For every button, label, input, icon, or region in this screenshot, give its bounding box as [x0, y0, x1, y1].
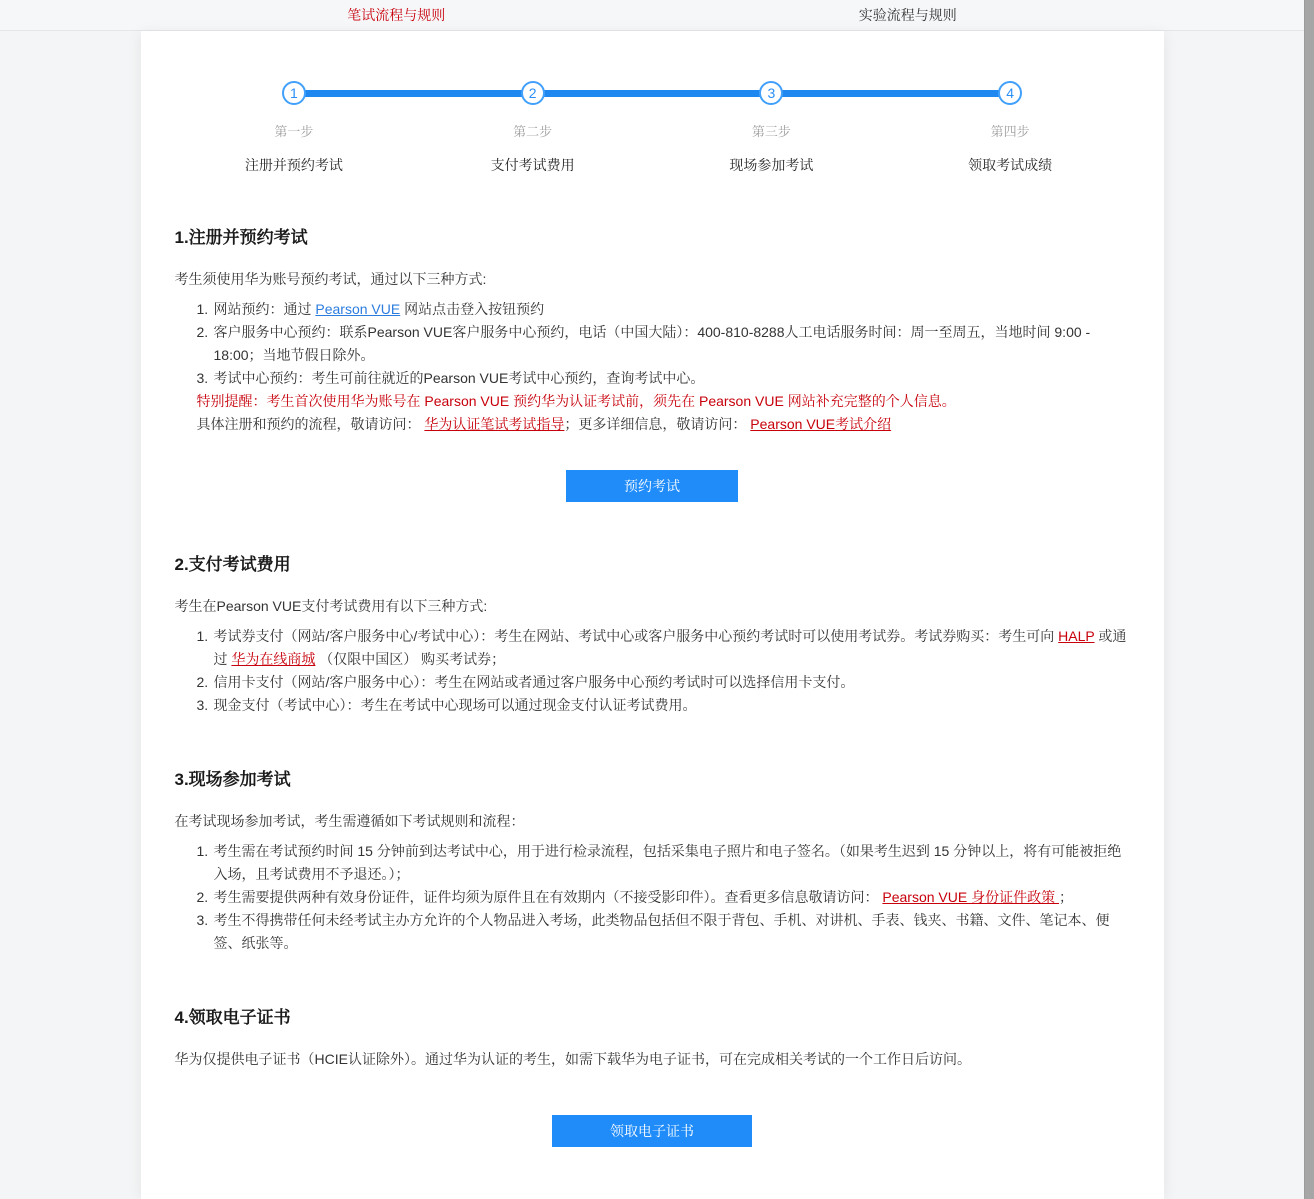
text-segment: 信用卡支付（网站/客户服务中心）：考生在网站或者通过客户服务中心预约考试时可以选择信用卡支付。	[213, 674, 855, 690]
section-attend-exam-onsite	[175, 765, 1130, 955]
text-segment: 考试中心预约：考生可前往就近的Pearson VUE考试中心预约，查询考试中心。	[213, 370, 705, 386]
text-segment: 考试券支付（网站/客户服务中心/考试中心）：考生在网站、考试中心或客户服务中心预约考试时可以使用考试券。考试券购买：考生可向	[213, 628, 1059, 644]
list-item	[197, 886, 1130, 909]
text-segment: 网站点击登入按钮预约	[400, 301, 545, 317]
pearson-vue-link[interactable]: Pearson VUE	[315, 301, 401, 317]
step-2	[413, 81, 652, 175]
section-intro: 在考试现场参加考试，考生需遵循如下考试规则和流程：	[174, 813, 525, 829]
section-heading: 3.现场参加考试	[174, 770, 291, 789]
step-title: 注册并预约考试	[244, 157, 343, 173]
step-label: 第三步	[751, 124, 791, 139]
step-label: 第二步	[513, 124, 553, 139]
step-number-circle: 4	[998, 81, 1022, 105]
text-segment: 现金支付（考试中心）：考生在考试中心现场可以通过现金支付认证考试费用。	[213, 697, 697, 713]
halp-link[interactable]: HALP	[1058, 628, 1095, 644]
text-segment: 网站预约：通过	[213, 301, 316, 317]
top-tab-bar	[0, 0, 1304, 31]
text-segment: ；更多详细信息，敬请访问：	[564, 416, 751, 432]
pearson-vue-intro-link[interactable]: Pearson VUE考试介绍	[750, 416, 892, 432]
text-segment: 考生不得携带任何未经考试主办方允许的个人物品进入考场，此类物品包括但不限于背包、手机、对讲机、手表、钱夹、书籍、文件、笔记本、便签、纸张等。	[213, 912, 1110, 951]
text-segment: ；	[1059, 889, 1073, 905]
list-item	[197, 909, 1130, 955]
pearson-vue-id-policy-link[interactable]: Pearson VUE 身份证件政策	[882, 889, 1059, 905]
text-segment: （仅限中国区） 购买考试券；	[315, 651, 506, 667]
section-heading: 2.支付考试费用	[174, 555, 291, 574]
section-item-list	[175, 625, 1130, 717]
section-pay-exam-fee	[175, 550, 1130, 717]
step-label: 第一步	[274, 124, 314, 139]
section-intro: 考生在Pearson VUE支付考试费用有以下三种方式:	[174, 598, 488, 614]
section-intro: 考生须使用华为账号预约考试，通过以下三种方式:	[174, 271, 487, 287]
section-register-and-book	[175, 223, 1130, 502]
list-item	[197, 694, 1130, 717]
list-item	[197, 840, 1130, 886]
claim-ecert-button[interactable]: 领取电子证书	[552, 1115, 752, 1147]
section-heading: 4.领取电子证书	[174, 1008, 291, 1027]
text-segment: 客户服务中心预约：联系Pearson VUE客户服务中心预约，电话（中国大陆）：400-810-8288人工电话服务时间：周一至周五，当地时间 9:00 - 18:00；当地节假日除外。	[213, 324, 1091, 363]
section-intro: 华为仅提供电子证书（HCIE认证除外）。通过华为认证的考生，如需下载华为电子证书，可在完成相关考试的一个工作日后访问。	[174, 1051, 971, 1067]
step-title: 现场参加考试	[729, 157, 814, 173]
note-line	[197, 413, 1130, 436]
step-number-circle: 3	[759, 81, 783, 105]
step-3	[652, 81, 891, 175]
section-notes	[197, 390, 1130, 436]
text-segment: 具体注册和预约的流程，敬请访问：	[196, 416, 425, 432]
huawei-vmall-link[interactable]: 华为在线商城	[231, 651, 316, 667]
text-segment: 特别提醒：考生首次使用华为账号在 Pearson VUE 预约华为认证考试前，须先在 Pearson VUE 网站补充完整的个人信息。	[196, 393, 956, 409]
step-4	[891, 81, 1130, 175]
list-item	[197, 367, 1130, 390]
list-item	[197, 671, 1130, 694]
text-segment: 考生需在考试预约时间 15 分钟前到达考试中心，用于进行检录流程，包括采集电子照片和电子签名。（如果考生迟到 15 分钟以上，将有可能被拒绝入场，且考试费用不予退还。）；	[213, 843, 1122, 882]
step-label: 第四步	[990, 124, 1030, 139]
book-exam-button[interactable]: 预约考试	[566, 470, 738, 502]
tab-lab-exam[interactable]: 实验流程与规则	[858, 7, 957, 23]
written-exam-guide-link[interactable]: 华为认证笔试考试指导	[424, 416, 565, 432]
list-item	[197, 298, 1130, 321]
step-number-circle: 1	[282, 81, 306, 105]
step-title: 支付考试费用	[490, 157, 575, 173]
section-claim-ecertificate	[175, 1003, 1130, 1147]
step-1	[175, 81, 414, 175]
text-segment: 或通过	[213, 628, 1127, 667]
section-item-list	[175, 298, 1130, 390]
text-segment: 考生需要提供两种有效身份证件，证件均须为原件且在有效期内（不接受影印件）。查看更多信息敬请访问：	[213, 889, 883, 905]
list-item	[197, 321, 1130, 367]
exam-process-card	[141, 31, 1164, 1199]
step-title: 领取考试成绩	[968, 157, 1053, 173]
vertical-scrollbar[interactable]	[1304, 0, 1314, 1199]
exam-steps-stepper	[175, 81, 1130, 175]
list-item	[197, 625, 1130, 671]
section-heading: 1.注册并预约考试	[174, 228, 308, 247]
note-line	[197, 390, 1130, 413]
section-item-list	[175, 840, 1130, 955]
step-number-circle: 2	[521, 81, 545, 105]
tab-written-exam[interactable]: 笔试流程与规则	[347, 7, 446, 23]
